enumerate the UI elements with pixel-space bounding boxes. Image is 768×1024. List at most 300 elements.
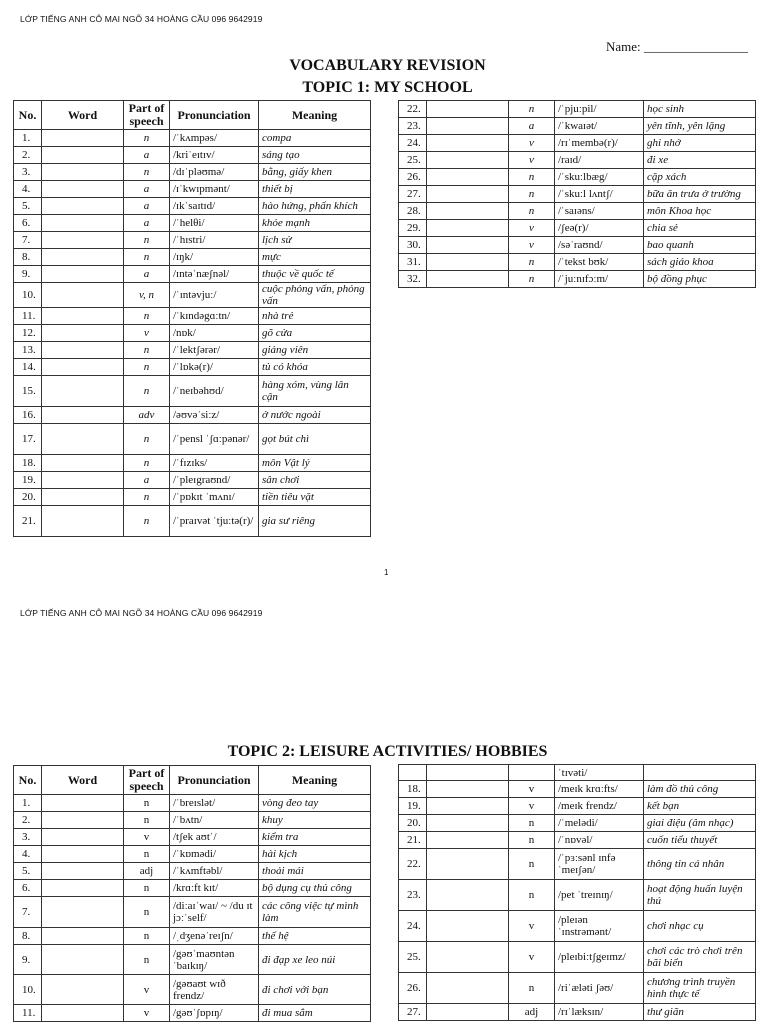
table-row: [14, 232, 371, 249]
row-pronunciation: /ˈnɒvəl/: [555, 832, 644, 849]
row-no: 4.: [14, 846, 42, 863]
row-no: 12.: [14, 325, 42, 342]
row-word: [427, 237, 509, 254]
table-row: [14, 342, 371, 359]
row-pos: n: [124, 489, 170, 506]
table-row: [399, 880, 756, 911]
row-no: 11.: [14, 308, 42, 325]
table-row: [14, 283, 371, 308]
vocab-table-topic2-left: [13, 765, 371, 1022]
row-word: [42, 506, 124, 537]
row-pos: n: [124, 455, 170, 472]
row-meaning: ghi nhớ: [644, 135, 756, 152]
row-no: 2.: [14, 147, 42, 164]
row-pos: a: [124, 198, 170, 215]
table-row: [399, 203, 756, 220]
row-pronunciation: /nɒk/: [170, 325, 259, 342]
row-pronunciation: /ˈpraɪvət ˈtjuːtə(r)/: [170, 506, 259, 537]
row-no: 27.: [399, 186, 427, 203]
row-word: [427, 832, 509, 849]
col-header-word: Word: [42, 766, 124, 795]
row-no: 8.: [14, 928, 42, 945]
row-meaning: giai điệu (âm nhạc): [644, 815, 756, 832]
row-meaning: bữa ăn trưa ở trường: [644, 186, 756, 203]
row-no: 23.: [399, 880, 427, 911]
row-meaning: chơi nhạc cụ: [644, 911, 756, 942]
row-pronunciation: /pet ˈtreɪnɪŋ/: [555, 880, 644, 911]
table-row: [399, 118, 756, 135]
row-word: [42, 164, 124, 181]
row-pos: n: [509, 254, 555, 271]
row-meaning: thiết bị: [259, 181, 371, 198]
row-meaning: môn Vật lý: [259, 455, 371, 472]
row-word: [427, 203, 509, 220]
row-pos: n: [124, 359, 170, 376]
row-pos: n: [124, 897, 170, 928]
row-word: [42, 249, 124, 266]
table-row: [399, 911, 756, 942]
row-pronunciation: /ˈlektʃərər/: [170, 342, 259, 359]
row-no: 26.: [399, 973, 427, 1004]
row-pronunciation: /ˈtekst bʊk/: [555, 254, 644, 271]
table-row: [14, 812, 371, 829]
row-pronunciation: /ˈpjuːpil/: [555, 101, 644, 118]
row-meaning: khuy: [259, 812, 371, 829]
row-meaning: đi xe: [644, 152, 756, 169]
table-row: [399, 169, 756, 186]
row-pronunciation: /ˈkwaɪət/: [555, 118, 644, 135]
row-pos: v: [509, 798, 555, 815]
vocab-table-topic1-left: [13, 100, 371, 537]
row-pronunciation: /ˈneɪbəhʊd/: [170, 376, 259, 407]
row-pronunciation: /ɪkˈsaɪtɪd/: [170, 198, 259, 215]
row-pronunciation: /gəʊaʊt wɪð frendz/: [170, 975, 259, 1005]
row-no: 13.: [14, 342, 42, 359]
row-pronunciation: /ˈkʌmftəbl/: [170, 863, 259, 880]
row-pronunciation: /kriˈeɪtɪv/: [170, 147, 259, 164]
row-no: 28.: [399, 203, 427, 220]
row-no: 5.: [14, 863, 42, 880]
table-row: [14, 897, 371, 928]
row-word: [42, 181, 124, 198]
col-header-pronunciation: Pronunciation: [170, 766, 259, 795]
row-pos: n: [124, 846, 170, 863]
table-row: [14, 164, 371, 181]
table-row: [14, 181, 371, 198]
table-row: [14, 376, 371, 407]
row-pos: a: [509, 118, 555, 135]
row-no: 25.: [399, 942, 427, 973]
row-word: [427, 220, 509, 237]
row-no: 9.: [14, 266, 42, 283]
row-pronunciation: /dɪˈpləʊmə/: [170, 164, 259, 181]
row-word: [42, 1005, 124, 1022]
row-no: 31.: [399, 254, 427, 271]
row-pronunciation: /ˈskuːl lʌntʃ/: [555, 186, 644, 203]
row-meaning: hoạt động huấn luyện thú: [644, 880, 756, 911]
row-meaning: chơi các trò chơi trên bãi biển: [644, 942, 756, 973]
table-row: [14, 455, 371, 472]
page-subtitle: TOPIC 1: MY SCHOOL: [302, 79, 473, 96]
table-row: [399, 1004, 756, 1021]
row-meaning: bộ dụng cụ thủ công: [259, 880, 371, 897]
table-row: [399, 832, 756, 849]
row-pos: n: [509, 271, 555, 288]
row-pos: n: [124, 795, 170, 812]
table-row: [399, 186, 756, 203]
row-word: [427, 101, 509, 118]
row-pos: v: [509, 220, 555, 237]
row-word: [427, 849, 509, 880]
row-word: [42, 829, 124, 846]
row-pronunciation: /ˈkɒmədi/: [170, 846, 259, 863]
table-row: [399, 765, 756, 781]
row-no: 26.: [399, 169, 427, 186]
row-pronunciation: /ˈpleɪgraʊnd/: [170, 472, 259, 489]
col-header-no: No.: [14, 766, 42, 795]
table-row: [399, 781, 756, 798]
row-meaning: tủ có khóa: [259, 359, 371, 376]
row-word: [427, 1004, 509, 1021]
row-no: 18.: [399, 781, 427, 798]
row-no: 22.: [399, 849, 427, 880]
row-no: [399, 765, 427, 781]
row-word: [42, 283, 124, 308]
row-pronunciation: /ˈsaɪəns/: [555, 203, 644, 220]
row-word: [42, 472, 124, 489]
row-pos: v: [509, 135, 555, 152]
row-meaning: chia sẻ: [644, 220, 756, 237]
row-no: 30.: [399, 237, 427, 254]
row-pos: v: [124, 975, 170, 1005]
page-title: VOCABULARY REVISION: [289, 57, 486, 74]
row-no: 24.: [399, 911, 427, 942]
row-pos: a: [124, 215, 170, 232]
row-meaning: sách giáo khoa: [644, 254, 756, 271]
table-row: [14, 198, 371, 215]
row-meaning: thông tin cá nhân: [644, 849, 756, 880]
table-row: [14, 359, 371, 376]
row-meaning: compa: [259, 130, 371, 147]
row-meaning: chương trình truyền hình thực tế: [644, 973, 756, 1004]
row-no: 3.: [14, 164, 42, 181]
page-number: 1: [384, 568, 389, 577]
row-word: [427, 135, 509, 152]
row-meaning: làm đồ thủ công: [644, 781, 756, 798]
row-no: 8.: [14, 249, 42, 266]
row-pronunciation: /ˈhɪstri/: [170, 232, 259, 249]
col-header-meaning: Meaning: [259, 101, 371, 130]
row-no: 14.: [14, 359, 42, 376]
table-row: [399, 254, 756, 271]
row-pos: n: [124, 130, 170, 147]
row-word: [42, 130, 124, 147]
row-word: [427, 254, 509, 271]
row-word: [427, 781, 509, 798]
row-no: 10.: [14, 283, 42, 308]
table-row: [14, 880, 371, 897]
row-word: [42, 308, 124, 325]
row-meaning: gia sư riêng: [259, 506, 371, 537]
row-no: 16.: [14, 407, 42, 424]
row-pronunciation: ˈtɪvəti/: [555, 765, 644, 781]
row-meaning: hàng xóm, vùng lân cận: [259, 376, 371, 407]
row-meaning: các công việc tự mình làm: [259, 897, 371, 928]
page-header: LỚP TIẾNG ANH CÔ MAI NGÕ 34 HOÀNG CẦU 096 9642919: [20, 14, 263, 24]
row-pos: n: [509, 101, 555, 118]
row-pronunciation: /ʃeə(r)/: [555, 220, 644, 237]
row-pronunciation: /gəʊˈʃɒpɪŋ/: [170, 1005, 259, 1022]
col-header-word: Word: [42, 101, 124, 130]
row-word: [42, 232, 124, 249]
row-pronunciation: /ˈlɒkə(r)/: [170, 359, 259, 376]
table-row: [399, 101, 756, 118]
row-word: [42, 325, 124, 342]
row-no: 11.: [14, 1005, 42, 1022]
row-pronunciation: /ɪntəˈnæʃnəl/: [170, 266, 259, 283]
row-word: [42, 342, 124, 359]
row-pos: n: [124, 308, 170, 325]
row-pos: a: [124, 181, 170, 198]
row-pronunciation: /diːaɪˈwaɪ/ ~ /du ɪt jɔːˈself/: [170, 897, 259, 928]
row-word: [42, 455, 124, 472]
table-row: [399, 237, 756, 254]
row-no: 21.: [14, 506, 42, 537]
row-pronunciation: /riˈæləti ʃəʊ/: [555, 973, 644, 1004]
row-meaning: yên tĩnh, yên lặng: [644, 118, 756, 135]
row-meaning: giảng viên: [259, 342, 371, 359]
row-meaning: môn Khoa học: [644, 203, 756, 220]
row-no: 7.: [14, 232, 42, 249]
row-word: [427, 169, 509, 186]
table-row: [14, 407, 371, 424]
row-pronunciation: /tʃek aʊtˈ/: [170, 829, 259, 846]
row-pos: [509, 765, 555, 781]
row-pronunciation: /ˈbʌtn/: [170, 812, 259, 829]
row-pos: n: [124, 342, 170, 359]
row-pos: n: [124, 424, 170, 455]
row-meaning: lịch sử: [259, 232, 371, 249]
row-meaning: ở nước ngoài: [259, 407, 371, 424]
row-no: 24.: [399, 135, 427, 152]
row-meaning: học sinh: [644, 101, 756, 118]
row-meaning: cuộc phỏng vấn, phỏng vấn: [259, 283, 371, 308]
row-pronunciation: /raɪd/: [555, 152, 644, 169]
table-row: [14, 1005, 371, 1022]
table-row: [14, 249, 371, 266]
name-field-label: Name: ________________: [606, 39, 748, 54]
row-no: 19.: [399, 798, 427, 815]
row-meaning: gọt bút chì: [259, 424, 371, 455]
row-no: 17.: [14, 424, 42, 455]
row-pos: adv: [124, 407, 170, 424]
row-pos: n: [509, 169, 555, 186]
row-pronunciation: /ˈskuːlbæg/: [555, 169, 644, 186]
row-pronunciation: /ˌdʒenəˈreɪʃn/: [170, 928, 259, 945]
table-row: [399, 152, 756, 169]
row-meaning: sáng tạo: [259, 147, 371, 164]
row-word: [42, 424, 124, 455]
row-pronunciation: /krɑːft kɪt/: [170, 880, 259, 897]
row-meaning: vòng đeo tay: [259, 795, 371, 812]
row-meaning: cặp xách: [644, 169, 756, 186]
col-header-part-of-speech: Part of speech: [124, 101, 170, 130]
row-pronunciation: /ˈkɪndəgɑːtn/: [170, 308, 259, 325]
table-row: [14, 945, 371, 975]
row-pos: v: [124, 1005, 170, 1022]
row-pronunciation: /ɪŋk/: [170, 249, 259, 266]
table-row: [14, 489, 371, 506]
row-meaning: mực: [259, 249, 371, 266]
row-pos: n: [124, 506, 170, 537]
row-meaning: tiền tiêu vặt: [259, 489, 371, 506]
row-no: 6.: [14, 215, 42, 232]
row-pronunciation: /ˈɪntəvjuː/: [170, 283, 259, 308]
row-meaning: kiểm tra: [259, 829, 371, 846]
row-pronunciation: /meɪk frendz/: [555, 798, 644, 815]
table-row: [14, 147, 371, 164]
row-pronunciation: /rɪˈlæksɪn/: [555, 1004, 644, 1021]
table-row: [14, 928, 371, 945]
row-word: [42, 846, 124, 863]
row-meaning: thế hệ: [259, 928, 371, 945]
row-word: [42, 812, 124, 829]
table-row: [14, 506, 371, 537]
row-meaning: [644, 765, 756, 781]
row-meaning: khỏe mạnh: [259, 215, 371, 232]
table-row: [399, 849, 756, 880]
row-no: 6.: [14, 880, 42, 897]
row-word: [427, 118, 509, 135]
row-pos: n: [124, 880, 170, 897]
table-row: [14, 325, 371, 342]
row-meaning: đi mua sắm: [259, 1005, 371, 1022]
row-word: [42, 407, 124, 424]
row-meaning: bao quanh: [644, 237, 756, 254]
row-word: [42, 928, 124, 945]
row-word: [427, 798, 509, 815]
row-meaning: hào hứng, phấn khích: [259, 198, 371, 215]
row-word: [42, 147, 124, 164]
table-row: [399, 798, 756, 815]
col-header-no: No.: [14, 101, 42, 130]
row-pronunciation: /rɪˈmembə(r)/: [555, 135, 644, 152]
row-word: [42, 897, 124, 928]
table-row: [14, 130, 371, 147]
row-word: [42, 945, 124, 975]
row-pos: n: [124, 376, 170, 407]
row-meaning: đi đạp xe leo núi: [259, 945, 371, 975]
row-no: 20.: [14, 489, 42, 506]
row-pos: v: [509, 781, 555, 798]
row-meaning: hài kịch: [259, 846, 371, 863]
vocab-table-topic2-right: [398, 764, 756, 1021]
col-header-pronunciation: Pronunciation: [170, 101, 259, 130]
row-word: [427, 271, 509, 288]
row-pos: n: [124, 812, 170, 829]
page-header-2: LỚP TIẾNG ANH CÔ MAI NGÕ 34 HOÀNG CẦU 096 9642919: [20, 608, 263, 618]
row-pos: n: [124, 249, 170, 266]
row-word: [42, 198, 124, 215]
row-pos: v, n: [124, 283, 170, 308]
row-pos: n: [509, 186, 555, 203]
row-word: [42, 975, 124, 1005]
row-pos: a: [124, 472, 170, 489]
row-no: 25.: [399, 152, 427, 169]
row-word: [427, 880, 509, 911]
row-word: [42, 795, 124, 812]
row-no: 22.: [399, 101, 427, 118]
row-no: 3.: [14, 829, 42, 846]
row-pronunciation: /pleɪbiːtʃgeɪmz/: [555, 942, 644, 973]
row-pos: n: [509, 973, 555, 1004]
table-row: [14, 975, 371, 1005]
row-pronunciation: /ɪˈkwɪpmənt/: [170, 181, 259, 198]
row-meaning: thư giãn: [644, 1004, 756, 1021]
row-no: 2.: [14, 812, 42, 829]
row-no: 23.: [399, 118, 427, 135]
row-word: [42, 266, 124, 283]
table-row: [14, 215, 371, 232]
row-word: [427, 186, 509, 203]
table-row: [399, 973, 756, 1004]
row-pos: n: [509, 832, 555, 849]
row-pronunciation: /səˈraʊnd/: [555, 237, 644, 254]
row-pronunciation: /ˈpensl ˈʃɑːpənər/: [170, 424, 259, 455]
row-no: 7.: [14, 897, 42, 928]
row-pos: a: [124, 266, 170, 283]
row-meaning: bằng, giấy khen: [259, 164, 371, 181]
table-row: [14, 266, 371, 283]
row-word: [42, 215, 124, 232]
table-row: [14, 829, 371, 846]
table-row: [14, 863, 371, 880]
row-no: 32.: [399, 271, 427, 288]
row-pronunciation: /ˈjuːnɪfɔːm/: [555, 271, 644, 288]
table-row: [399, 271, 756, 288]
row-word: [427, 911, 509, 942]
row-word: [42, 863, 124, 880]
row-no: 19.: [14, 472, 42, 489]
table-row: [399, 220, 756, 237]
row-no: 1.: [14, 130, 42, 147]
row-pos: adj: [124, 863, 170, 880]
row-pronunciation: /meɪk krɑːfts/: [555, 781, 644, 798]
vocab-table-topic1-right: [398, 100, 756, 288]
row-pronunciation: /ˈhelθi/: [170, 215, 259, 232]
row-no: 1.: [14, 795, 42, 812]
row-pos: n: [124, 232, 170, 249]
row-meaning: đi chơi với bạn: [259, 975, 371, 1005]
row-pos: v: [124, 325, 170, 342]
row-meaning: nhà trẻ: [259, 308, 371, 325]
row-no: 10.: [14, 975, 42, 1005]
row-word: [42, 880, 124, 897]
row-no: 9.: [14, 945, 42, 975]
row-pos: n: [124, 164, 170, 181]
row-meaning: bộ đồng phục: [644, 271, 756, 288]
row-pronunciation: /pleɪən ˈɪnstrəmənt/: [555, 911, 644, 942]
row-pronunciation: /ˈbreɪslət/: [170, 795, 259, 812]
topic2-title: TOPIC 2: LEISURE ACTIVITIES/ HOBBIES: [227, 743, 548, 760]
row-word: [427, 815, 509, 832]
row-pos: v: [509, 237, 555, 254]
row-word: [427, 942, 509, 973]
row-pos: n: [509, 203, 555, 220]
row-pos: v: [509, 942, 555, 973]
row-pos: adj: [509, 1004, 555, 1021]
row-pronunciation: /əʊvəˈsiːz/: [170, 407, 259, 424]
